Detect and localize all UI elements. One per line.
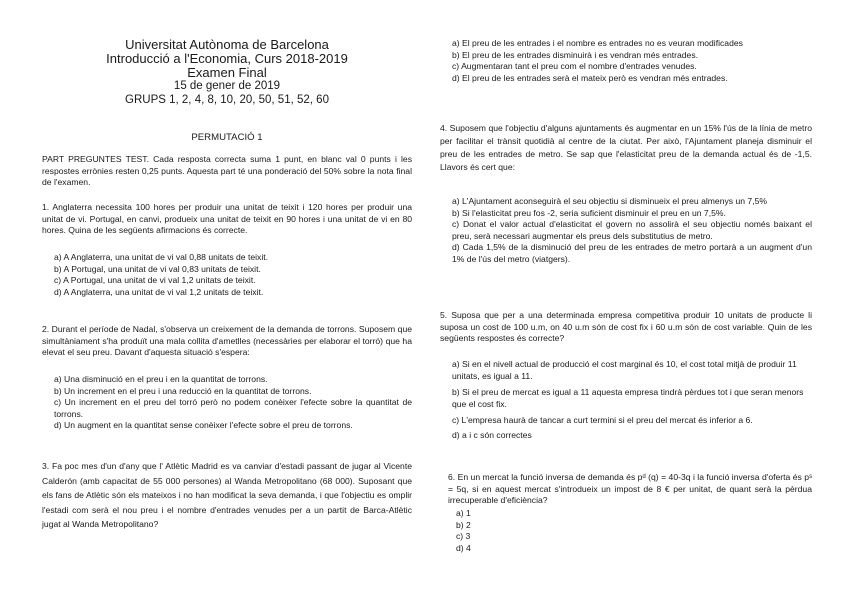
question-6-options — [444, 508, 471, 554]
question-2-option: c) Un increment en el preu del torró però no podem conèixer l'efecte sobre la quantitat de torrons. — [54, 397, 412, 419]
question-3-options — [440, 38, 812, 84]
question-2-option: b) Un increment en el preu i una reducció en la quantitat de torrons. — [54, 385, 312, 396]
question-1-option: b) A Portugal, una unitat de vi val 0,83 unitats de teixit. — [54, 263, 261, 274]
question-3-option: a) El preu de les entrades i el nombre es entrades no es veuran modificades — [452, 38, 743, 48]
question-4-option: a) L'Ajuntament aconseguirà el seu objectiu si disminueix el preu almenys un 7,5% — [452, 196, 768, 206]
question-5-text: 5. Suposa que per a una determinada empresa competitiva produir 10 unitats de producte li suposa un cost de 100 u.m, on 40 u.m són de cost fix i 60 u.m són de cost variable. Quin de les següents respostes és correcte? — [440, 310, 812, 344]
exam-header — [42, 38, 412, 107]
intro-text: PART PREGUNTES TEST. Cada resposta correcta suma 1 punt, en blanc val 0 punts i les respostes errònies resten 0,25 punts. Aquesta part té una ponderació del 50% sobre la nota final de l'examen. — [42, 154, 412, 188]
question-4-text: 4. Suposem que l'objectiu d'alguns ajuntaments és augmentar en un 15% l'ús de la línia de metro per facilitar el trànsit quotidià al centre de la ciutat. Per això, l'Ajuntament planeja disminuir el preu de les entrades de metro. Se sap que l'elasticitat preu de la demanda actual és de -1,5. Llavors és cert que: — [440, 123, 812, 172]
question-1-options — [42, 252, 268, 298]
question-4-options — [440, 196, 812, 266]
question-5-option: d) a i c són correctes — [452, 430, 532, 441]
question-1-option: d) A Anglaterra, una unitat de vi val 1,2 unitats de teixit. — [54, 286, 264, 297]
question-5-option: c) L'empresa haurà de tancar a curt termini si el preu del mercat és inferior a 6. — [452, 414, 753, 425]
question-4-option: b) Si l'elasticitat preu fos -2, seria suficient disminuir el preu en un 7,5%. — [452, 207, 726, 218]
question-3-text: 3. Fa poc mes d'un d'any que l' Atlètic Madrid es va canviar d'estadi passant de jugar al Vicente Calderón (amb capacitat de 55 000 persones) al Wanda Metropolitano (68 000). Suposant que els fans de Atlètic són els mateixos i no han modificat la seva demanda, i que l'objectiu es omplir l'estadi com serà el nou preu i el nombre d'entrades venudes per a un partit de Barca-Atlètic jugat al Wanda Metropolitano? — [42, 461, 412, 530]
question-2-text: 2. Durant el període de Nadal, s'observa un creixement de la demanda de torrons. Suposem que simultàniament s'ha produït una mala collita d'ametlles (necessàries per elaborar el torró) que ha elevat el seu preu. Davant d'aquesta situació s'espera: — [42, 324, 412, 358]
question-1-text: 1. Anglaterra necessita 100 hores per produir una unitat de teixit i 120 hores per produir una unitat de vi. Portugal, en canvi, produeix una unitat de teixit en 90 hores i una unitat de vi en 80 hores. Quina de les següents afirmacions és correcte. — [42, 202, 412, 236]
question-6-option: c) 3 — [456, 531, 471, 542]
question-3-option: c) Augmentaran tant el preu com el nombre d'entrades venudes. — [452, 61, 697, 72]
question-5-option: a) Si en el nivell actual de producció el cost marginal és 10, el cost total mitjà de produir 11 unitats, es igual a 11. — [452, 359, 797, 382]
question-2-option: a) Una disminució en el preu i en la quantitat de torrons. — [54, 374, 268, 384]
question-6-option: b) 2 — [456, 519, 471, 530]
course-title: Introducció a l'Economia, Curs 2018-2019 — [106, 51, 348, 66]
exam-title: Examen Final — [187, 65, 267, 80]
question-2-options — [42, 374, 412, 432]
exam-date: 15 de gener de 2019 — [173, 80, 281, 92]
exam-groups: GRUPS 1, 2, 4, 8, 10, 20, 50, 51, 52, 60 — [125, 94, 329, 106]
question-3-option: b) El preu de les entrades disminuirà i es vendran més entrades. — [452, 49, 699, 60]
question-1-option: c) A Portugal, una unitat de vi val 1,2 unitats de teixit. — [54, 275, 256, 286]
question-1-option: a) A Anglaterra, una unitat de vi val 0,88 unitats de teixit. — [54, 252, 269, 262]
question-6-text: 6. En un mercat la funció inversa de demanda és pᵈ (q) = 40-3q i la funció inversa d'oferta és pˢ = 5q, si en aquest mercat s'introdueix un impost de 8 € per unitat, de quant serà la pèrdua irrecuperable d'eficiència? — [448, 472, 812, 506]
university-title: Universitat Autònoma de Barcelona — [125, 37, 329, 52]
question-3-option: d) El preu de les entrades serà el mateix però es vendran més entrades. — [452, 72, 728, 83]
question-6-option: d) 4 — [456, 542, 471, 553]
question-4-option: d) Cada 1,5% de la disminució del preu de les entrades de metro portarà a un augment d'un 1% de l'ús del metro (viatgers). — [452, 242, 812, 264]
question-4-option: c) Donat el valor actual d'elasticitat el govern no assolirà el seu objectiu només baixant el preu, serà necessari augmentar els preus dels substitutius de metro. — [452, 219, 812, 241]
question-5-options — [440, 358, 812, 441]
permutation-label: PERMUTACIÓ 1 — [191, 132, 263, 143]
question-5-option: b) Si el preu de mercat es igual a 11 aquesta empresa tindrà pèrdues tot i que seran menors que el cost fix. — [452, 386, 804, 410]
question-6-option: a) 1 — [456, 508, 471, 518]
question-2-option: d) Un augment en la quantitat sense conèixer l'efecte sobre el preu de torrons. — [54, 420, 353, 431]
